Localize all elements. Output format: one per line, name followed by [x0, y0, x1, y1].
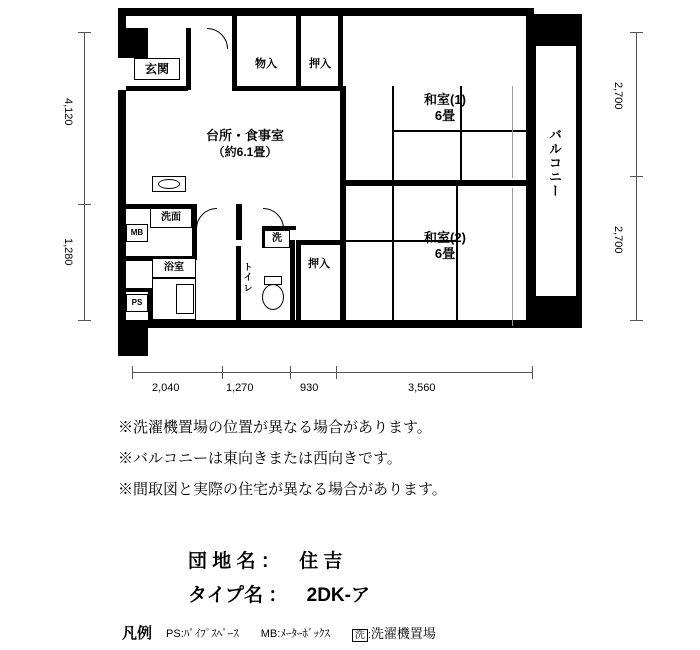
dim-bottom-2040: 2,040 — [152, 382, 180, 394]
balcony-wall-outer — [576, 46, 582, 296]
dim-left-tick-bottom — [78, 320, 91, 321]
structure-block-top-right — [534, 14, 582, 46]
label-jr1-line2: 6畳 — [434, 108, 456, 124]
estate-name-value: 住 吉 — [299, 551, 343, 572]
structure-block-bottom-left — [118, 328, 148, 356]
legend-item-laundry: 洗 :洗濯機置場 — [352, 623, 436, 643]
estate-name-label: 団 地 名 ： — [188, 551, 280, 572]
dim-right-tick-mid — [630, 176, 643, 177]
dim-bottom-930: 930 — [300, 382, 319, 394]
label-japanese-room-1 — [390, 92, 500, 125]
type-name-label: タイプ名 ： — [188, 585, 288, 606]
dim-right-2700-lower: 2,700 — [612, 226, 624, 254]
toilet-tank — [264, 276, 282, 285]
interior-wall-oshi1-right — [338, 16, 343, 90]
label-meter-box: MB — [126, 224, 148, 242]
label-pipe-space: PS — [126, 294, 148, 312]
dim-left-1280: 1,280 — [62, 238, 74, 266]
legend-item-ps: PS:ﾊﾟｲﾌﾟｽﾍﾟｰｽ — [166, 627, 239, 640]
legend-chip-laundry: 洗 — [352, 629, 368, 642]
label-washroom: 洗面 — [150, 208, 192, 228]
dim-bottom-tick-4 — [532, 366, 533, 379]
note-2: ※バルコニーは東向きまたは西向きです。 — [118, 450, 402, 467]
label-laundry: 洗 — [264, 230, 290, 248]
dim-left-vertical-line — [84, 32, 85, 320]
interior-wall-ps-top — [126, 288, 148, 292]
dim-bottom-1270: 1,270 — [226, 382, 254, 394]
label-closet-mono: 物入 — [255, 58, 277, 70]
legend-chip-ps: PS — [166, 627, 181, 640]
legend-item-mb: MB:ﾒｰﾀｰﾎﾞｯｸｽ — [260, 627, 330, 640]
sliding-door-balcony-1 — [512, 86, 513, 178]
dim-left-tick-mid — [78, 204, 91, 205]
notes-block — [118, 420, 447, 513]
dim-bottom-line — [132, 372, 532, 373]
label-closet-oshi-1: 押入 — [309, 58, 331, 70]
label-jr2-line2: 6畳 — [434, 246, 456, 262]
legend-chip-mb: MB — [260, 627, 278, 640]
interior-wall-oshi2-left — [296, 240, 301, 328]
kitchen-sink-basin — [158, 179, 180, 189]
balcony-rail-inner — [534, 46, 536, 296]
sliding-door-balcony-2 — [512, 188, 513, 326]
legend-text-laundry: 洗濯機置場 — [370, 625, 436, 641]
tatami-line-r1-v3 — [460, 130, 462, 180]
label-kitchen-line1: 台所・食事室 — [205, 128, 284, 143]
interior-wall-mono-right — [296, 16, 301, 90]
dim-right-2700-upper: 2,700 — [612, 82, 624, 110]
label-japanese-room-2 — [390, 230, 500, 263]
legend-block — [122, 622, 436, 643]
dim-bottom-tick-3 — [336, 366, 337, 379]
dim-bottom-tick-2 — [290, 366, 291, 379]
note-3: ※間取図と実際の住宅が異なる場合があります。 — [118, 481, 447, 498]
toilet-bowl — [262, 284, 284, 310]
exterior-wall-left-lower — [118, 90, 126, 328]
interior-wall-washroom-right — [192, 204, 197, 260]
type-name-row — [188, 580, 370, 607]
label-jr2-line1: 和室(2) — [424, 230, 466, 245]
interior-wall-corridor-right — [236, 204, 242, 240]
label-kitchen — [180, 128, 310, 161]
dim-bottom-3560: 3,560 — [408, 382, 436, 394]
label-balcony: バルコニー — [547, 128, 562, 198]
bathtub-inner — [176, 284, 194, 314]
dim-left-tick-top — [78, 32, 91, 33]
dim-left-4120: 4,120 — [62, 98, 74, 126]
interior-wall-between-japanese-rooms — [346, 180, 528, 186]
door-arc-kitchen-hall — [196, 208, 238, 250]
legend-text-mb: ﾒｰﾀｰﾎﾞｯｸｽ — [280, 627, 330, 640]
door-arc-genkan — [186, 28, 228, 70]
exterior-wall-bottom — [118, 320, 534, 328]
estate-name-row — [188, 546, 342, 573]
dim-bottom-tick-0 — [132, 366, 133, 379]
exterior-wall-right — [526, 8, 534, 328]
structure-block-bottom-right — [534, 296, 582, 328]
type-name-value: 2DK-ア — [306, 585, 370, 606]
label-genkan: 玄関 — [134, 58, 180, 80]
label-kitchen-line2: （約6.1畳） — [212, 145, 278, 160]
dim-bottom-tick-1 — [222, 366, 223, 379]
label-closet-oshi-2: 押入 — [308, 258, 330, 270]
dim-right-tick-bottom — [630, 320, 643, 321]
interior-wall-genkan-bottom — [126, 86, 188, 91]
dim-right-tick-top — [630, 32, 643, 33]
interior-wall-mono-left — [232, 16, 237, 90]
interior-wall-genkan-right — [186, 28, 191, 90]
exterior-wall-top — [118, 8, 534, 16]
interior-wall-closet-row-bottom — [232, 86, 342, 91]
label-toilet: ト イ レ — [243, 262, 253, 293]
interior-wall-oshi2-top — [296, 240, 342, 245]
label-bathroom: 浴室 — [152, 258, 196, 278]
structure-block-top-left — [118, 28, 148, 58]
interior-wall-main-vertical — [340, 86, 346, 328]
interior-wall-toilet-right — [290, 240, 295, 328]
legend-label: 凡例 — [122, 625, 153, 642]
note-1: ※洗濯機置場の位置が異なる場合があります。 — [118, 419, 432, 436]
legend-text-ps: ﾊﾟｲﾌﾟｽﾍﾟｰｽ — [183, 627, 239, 640]
label-jr1-line1: 和室(1) — [424, 92, 466, 107]
